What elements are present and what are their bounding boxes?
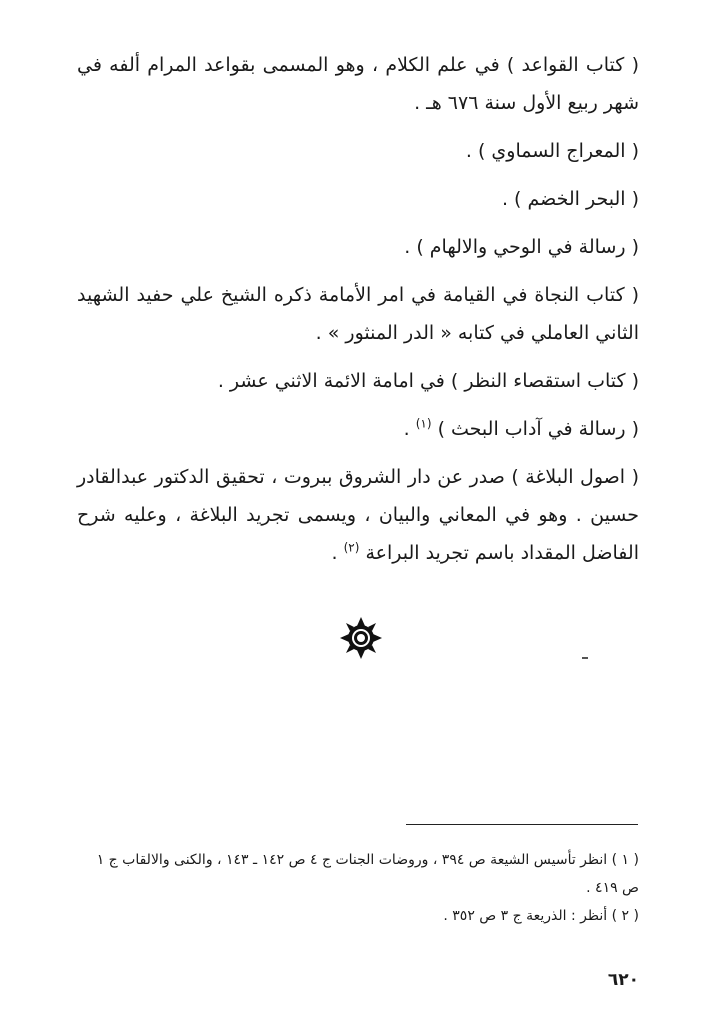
paragraph-adab-al-bahth	[77, 410, 639, 448]
footnote-2: ( ٢ ) أنظر : الذريعة ج ٣ ص ٣٥٢ .	[443, 908, 639, 924]
main-text	[77, 46, 639, 582]
paragraph-adab-text: ( رسالة في آداب البحث )	[437, 418, 639, 440]
footnote-divider	[406, 824, 638, 825]
paragraph-risala-wahy: ( رسالة في الوحي والالهام ) .	[404, 236, 639, 258]
paragraph-istiqsa: ( كتاب استقصاء النظر ) في امامة الائمة الاثني عشر .	[217, 370, 639, 392]
paragraph-adab-period: .	[403, 418, 416, 440]
paragraph-al-bahr: ( البحر الخضم ) .	[501, 188, 639, 210]
paragraph-usul-period: .	[331, 542, 344, 564]
footnotes	[77, 846, 639, 930]
paragraph-kitab-al-najat: ( كتاب النجاة في القيامة في امر الأمامة ذكره الشيخ علي حفيد الشهيد الثاني العاملي في كتابه « الدر المنثور » .	[77, 284, 639, 344]
footnote-ref-1[interactable]: (١)	[415, 416, 432, 431]
paragraph-usul-al-balagha	[77, 458, 639, 572]
paragraph-al-miraj: ( المعراج السماوي ) .	[465, 140, 639, 162]
paragraph-kitab-al-qawaid: ( كتاب القواعد ) في علم الكلام ، وهو المسمى بقواعد المرام ألفه في شهر ربيع الأول سنة ٦٧٦ هـ .	[77, 54, 639, 114]
page-number: ٦٢٠	[607, 970, 639, 990]
stray-mark	[582, 657, 588, 659]
footnote-ref-2[interactable]: (٢)	[343, 540, 360, 555]
paragraph-usul-text: ( اصول البلاغة ) صدر عن دار الشروق ببروت ، تحقيق الدكتور عبدالقادر حسين . وهو في المعاني والبيان ، ويسمى تجريد البلاغة ، وعليه شرح الفاضل المقداد باسم تجريد البراعة	[77, 466, 639, 564]
footnote-1: ( ١ ) انظر تأسيس الشيعة ص ٣٩٤ ، وروضات الجنات ج ٤ ص ١٤٢ ـ ١٤٣ ، والكنى والالقاب ج ١ ص ٤١٩ .	[96, 852, 639, 896]
sun-ornament-icon	[340, 617, 382, 659]
